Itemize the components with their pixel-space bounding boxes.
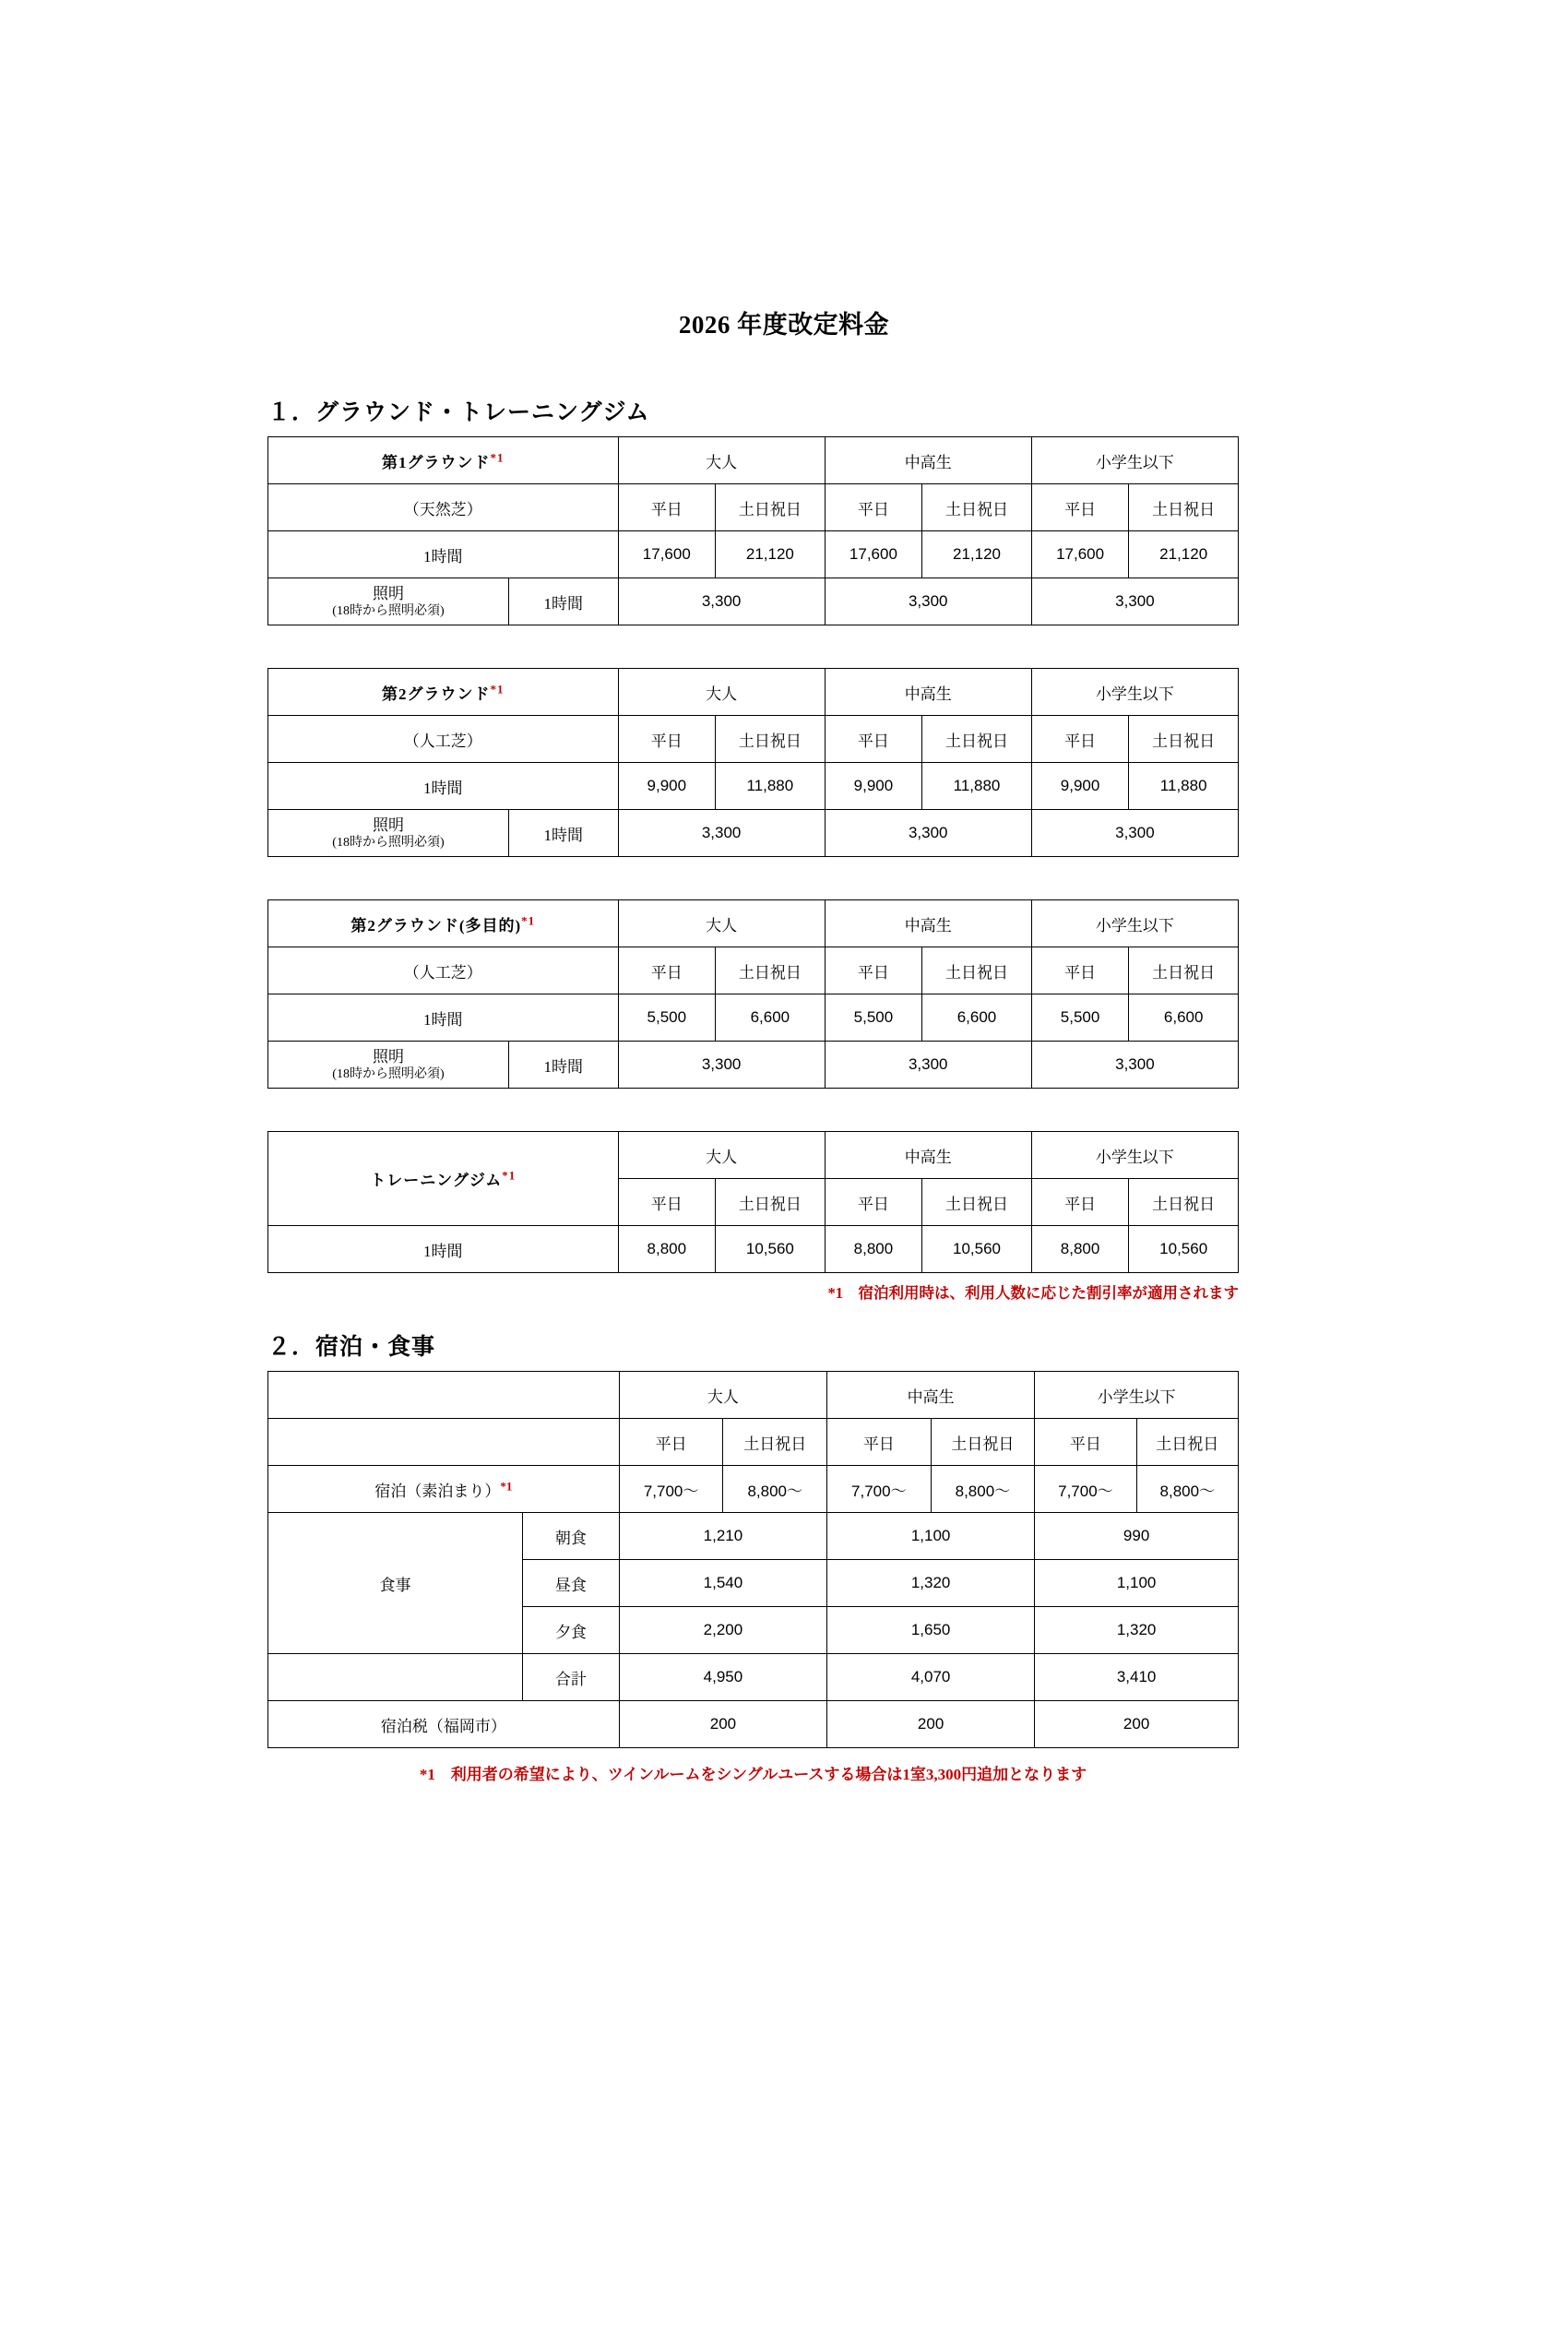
daytype-holiday: 土日祝日 — [1129, 484, 1239, 531]
meal-price-cell: 1,650 — [827, 1607, 1035, 1654]
price-cell: 17,600 — [825, 531, 922, 578]
table-row — [268, 1513, 1239, 1560]
table-row — [268, 484, 1239, 531]
table-row — [268, 531, 1239, 578]
table-row — [268, 669, 1239, 716]
daytype-holiday: 土日祝日 — [922, 947, 1032, 994]
lighting-note-text: (18時から照明必須) — [332, 835, 445, 850]
table-row — [268, 1042, 1239, 1089]
daytype-holiday: 土日祝日 — [716, 1179, 826, 1226]
table-ground1-wrap — [267, 436, 1239, 625]
lighting-price-cell: 3,300 — [825, 810, 1031, 857]
price-cell: 7,700〜 — [827, 1466, 932, 1513]
lighting-price-cell: 3,300 — [1031, 810, 1238, 857]
table-row — [268, 1701, 1239, 1748]
table-row — [268, 1466, 1239, 1513]
daytype-holiday: 土日祝日 — [1136, 1419, 1238, 1466]
price-cell: 21,120 — [922, 531, 1032, 578]
lighting-label — [268, 810, 509, 857]
price-cell: 21,120 — [1129, 531, 1239, 578]
lighting-price-cell: 3,300 — [618, 810, 825, 857]
daytype-holiday: 土日祝日 — [1129, 716, 1239, 763]
daytype-holiday: 土日祝日 — [1129, 1179, 1239, 1226]
group-header-child: 小学生以下 — [1031, 1132, 1238, 1179]
group-header-child: 小学生以下 — [1035, 1372, 1239, 1419]
lighting-label-text: 照明 — [372, 816, 404, 834]
price-cell: 9,900 — [825, 763, 922, 810]
table-lodging-wrap — [267, 1371, 1239, 1748]
row-label-tax: 宿泊税（福岡市） — [268, 1701, 620, 1748]
daytype-holiday: 土日祝日 — [716, 484, 826, 531]
meal-label-total: 合計 — [522, 1654, 619, 1701]
lighting-label-text: 照明 — [372, 584, 404, 602]
meals-total-blank — [268, 1654, 523, 1701]
lighting-price-cell: 3,300 — [825, 578, 1031, 625]
meal-total-cell: 4,950 — [619, 1654, 826, 1701]
footnote-marker: *1 — [500, 1478, 513, 1493]
section-heading-lodging: ２．宿泊・食事 — [267, 1335, 436, 1360]
table-row — [268, 1372, 1239, 1419]
meal-price-cell: 2,200 — [619, 1607, 826, 1654]
daytype-weekday: 平日 — [618, 947, 716, 994]
group-header-adult: 大人 — [618, 669, 825, 716]
daytype-holiday: 土日祝日 — [716, 947, 826, 994]
group-header-student: 中高生 — [825, 669, 1031, 716]
table-row — [268, 1654, 1239, 1701]
section-heading-grounds: １．グラウンド・トレーニングジム — [267, 400, 650, 425]
table-gym — [267, 1131, 1239, 1273]
lodging-header-blank — [268, 1372, 620, 1419]
group-header-student: 中高生 — [825, 437, 1031, 484]
daytype-weekday: 平日 — [827, 1419, 932, 1466]
lighting-price-cell: 3,300 — [1031, 1042, 1238, 1089]
row-label-hour: 1時間 — [268, 763, 619, 810]
meal-price-cell: 1,320 — [827, 1560, 1035, 1607]
page-title: 2026 年度改定料金 — [678, 311, 890, 339]
daytype-weekday: 平日 — [618, 1179, 716, 1226]
row-label-stay — [268, 1466, 620, 1513]
daytype-weekday: 平日 — [619, 1419, 723, 1466]
daytype-weekday: 平日 — [618, 716, 716, 763]
table-lodging — [267, 1371, 1239, 1748]
row-label-hour: 1時間 — [268, 994, 619, 1042]
group-header-child: 小学生以下 — [1031, 900, 1238, 947]
table-ground2-wrap — [267, 668, 1239, 857]
footnote-grounds: *1 宿泊利用時は、利用人数に応じた割引率が適用されます — [827, 1284, 1239, 1302]
daytype-holiday: 土日祝日 — [922, 1179, 1032, 1226]
meal-price-cell: 1,210 — [619, 1513, 826, 1560]
price-cell: 8,800 — [1031, 1226, 1129, 1273]
table-row — [268, 1132, 1239, 1179]
footnote-lodging: *1 利用者の希望により、ツインルームをシングルユースする場合は1室3,300円追加となります — [419, 1766, 1087, 1783]
table-row — [268, 994, 1239, 1042]
price-cell: 17,600 — [1031, 531, 1129, 578]
group-header-child: 小学生以下 — [1031, 437, 1238, 484]
table-row — [268, 1419, 1239, 1466]
group-header-adult: 大人 — [618, 900, 825, 947]
table-title-text: 第2グラウンド — [382, 685, 491, 703]
meal-label-lunch: 昼食 — [522, 1560, 619, 1607]
row-label-hour: 1時間 — [268, 531, 619, 578]
meal-total-cell: 3,410 — [1035, 1654, 1239, 1701]
table-row — [268, 763, 1239, 810]
table-ground2-multi — [267, 899, 1239, 1089]
price-cell: 8,800〜 — [723, 1466, 827, 1513]
price-cell: 10,560 — [922, 1226, 1032, 1273]
price-cell: 11,880 — [716, 763, 826, 810]
footnote-marker: *1 — [490, 449, 505, 464]
meal-price-cell: 1,540 — [619, 1560, 826, 1607]
daytype-weekday: 平日 — [1031, 484, 1129, 531]
table-title-text: トレーニングジム — [370, 1172, 503, 1189]
meal-price-cell: 1,320 — [1035, 1607, 1239, 1654]
lighting-price-cell: 3,300 — [618, 1042, 825, 1089]
table-title-ground2 — [268, 669, 619, 716]
price-cell: 10,560 — [1129, 1226, 1239, 1273]
lighting-label — [268, 578, 509, 625]
price-cell: 8,800〜 — [931, 1466, 1035, 1513]
daytype-weekday: 平日 — [825, 947, 922, 994]
footnote-marker: *1 — [502, 1168, 517, 1183]
lodging-subheader-blank — [268, 1419, 620, 1466]
price-cell: 6,600 — [922, 994, 1032, 1042]
daytype-weekday: 平日 — [825, 1179, 922, 1226]
lighting-label — [268, 1042, 509, 1089]
table-row — [268, 900, 1239, 947]
table-title-gym — [268, 1132, 619, 1226]
price-cell: 9,900 — [1031, 763, 1129, 810]
daytype-weekday: 平日 — [825, 484, 922, 531]
table-title-ground1 — [268, 437, 619, 484]
table-row — [268, 578, 1239, 625]
table-subtitle-ground2: （人工芝） — [268, 716, 619, 763]
table-title-text: 第1グラウンド — [382, 453, 491, 471]
meal-label-breakfast: 朝食 — [522, 1513, 619, 1560]
group-header-adult: 大人 — [618, 1132, 825, 1179]
group-header-student: 中高生 — [825, 1132, 1031, 1179]
table-subtitle-ground1: （天然芝） — [268, 484, 619, 531]
table-row — [268, 437, 1239, 484]
lighting-price-cell: 3,300 — [825, 1042, 1031, 1089]
daytype-weekday: 平日 — [1031, 947, 1129, 994]
group-header-student: 中高生 — [827, 1372, 1035, 1419]
price-cell: 8,800 — [825, 1226, 922, 1273]
meal-price-cell: 990 — [1035, 1513, 1239, 1560]
meal-label-dinner: 夕食 — [522, 1607, 619, 1654]
table-ground1 — [267, 436, 1239, 625]
table-title-text: 第2グラウンド(多目的) — [350, 916, 522, 935]
price-cell: 10,560 — [716, 1226, 826, 1273]
document-page — [0, 304, 1568, 2334]
daytype-holiday: 土日祝日 — [922, 716, 1032, 763]
price-cell: 8,800 — [618, 1226, 716, 1273]
daytype-weekday: 平日 — [825, 716, 922, 763]
tax-price-cell: 200 — [827, 1701, 1035, 1748]
daytype-weekday: 平日 — [1035, 1419, 1136, 1466]
meal-total-cell: 4,070 — [827, 1654, 1035, 1701]
price-cell: 7,700〜 — [619, 1466, 723, 1513]
table-row — [268, 716, 1239, 763]
tax-price-cell: 200 — [1035, 1701, 1239, 1748]
row-label-stay-text: 宿泊（素泊まり） — [374, 1482, 501, 1500]
group-header-student: 中高生 — [825, 900, 1031, 947]
table-ground2 — [267, 668, 1239, 857]
table-ground2-multi-wrap — [267, 899, 1239, 1089]
footnote-marker: *1 — [490, 681, 505, 696]
daytype-holiday: 土日祝日 — [931, 1419, 1035, 1466]
row-label-hour: 1時間 — [268, 1226, 619, 1273]
lighting-label-text: 照明 — [372, 1047, 404, 1066]
price-cell: 5,500 — [618, 994, 716, 1042]
price-cell: 9,900 — [618, 763, 716, 810]
table-row — [268, 810, 1239, 857]
price-cell: 5,500 — [1031, 994, 1129, 1042]
lighting-price-cell: 3,300 — [618, 578, 825, 625]
daytype-holiday: 土日祝日 — [922, 484, 1032, 531]
lighting-unit: 1時間 — [508, 810, 618, 857]
daytype-weekday: 平日 — [1031, 716, 1129, 763]
price-cell: 11,880 — [922, 763, 1032, 810]
tax-price-cell: 200 — [619, 1701, 826, 1748]
price-cell: 11,880 — [1129, 763, 1239, 810]
daytype-holiday: 土日祝日 — [723, 1419, 827, 1466]
table-row — [268, 1226, 1239, 1273]
lighting-note-text: (18時から照明必須) — [332, 603, 445, 618]
daytype-weekday: 平日 — [1031, 1179, 1129, 1226]
meals-label: 食事 — [268, 1513, 523, 1654]
lighting-unit: 1時間 — [508, 578, 618, 625]
meal-price-cell: 1,100 — [827, 1513, 1035, 1560]
lighting-price-cell: 3,300 — [1031, 578, 1238, 625]
price-cell: 6,600 — [1129, 994, 1239, 1042]
price-cell: 6,600 — [716, 994, 826, 1042]
price-cell: 7,700〜 — [1035, 1466, 1136, 1513]
price-cell: 5,500 — [825, 994, 922, 1042]
group-header-adult: 大人 — [619, 1372, 826, 1419]
price-cell: 8,800〜 — [1136, 1466, 1238, 1513]
group-header-adult: 大人 — [618, 437, 825, 484]
price-cell: 17,600 — [618, 531, 716, 578]
daytype-holiday: 土日祝日 — [716, 716, 826, 763]
footnote-marker: *1 — [521, 912, 536, 927]
table-title-ground2-multi — [268, 900, 619, 947]
lighting-unit: 1時間 — [508, 1042, 618, 1089]
daytype-weekday: 平日 — [618, 484, 716, 531]
price-cell: 21,120 — [716, 531, 826, 578]
meal-price-cell: 1,100 — [1035, 1560, 1239, 1607]
daytype-holiday: 土日祝日 — [1129, 947, 1239, 994]
table-row — [268, 947, 1239, 994]
lighting-note-text: (18時から照明必須) — [332, 1066, 445, 1081]
group-header-child: 小学生以下 — [1031, 669, 1238, 716]
table-subtitle-ground2-multi: （人工芝） — [268, 947, 619, 994]
table-gym-wrap — [267, 1131, 1239, 1273]
